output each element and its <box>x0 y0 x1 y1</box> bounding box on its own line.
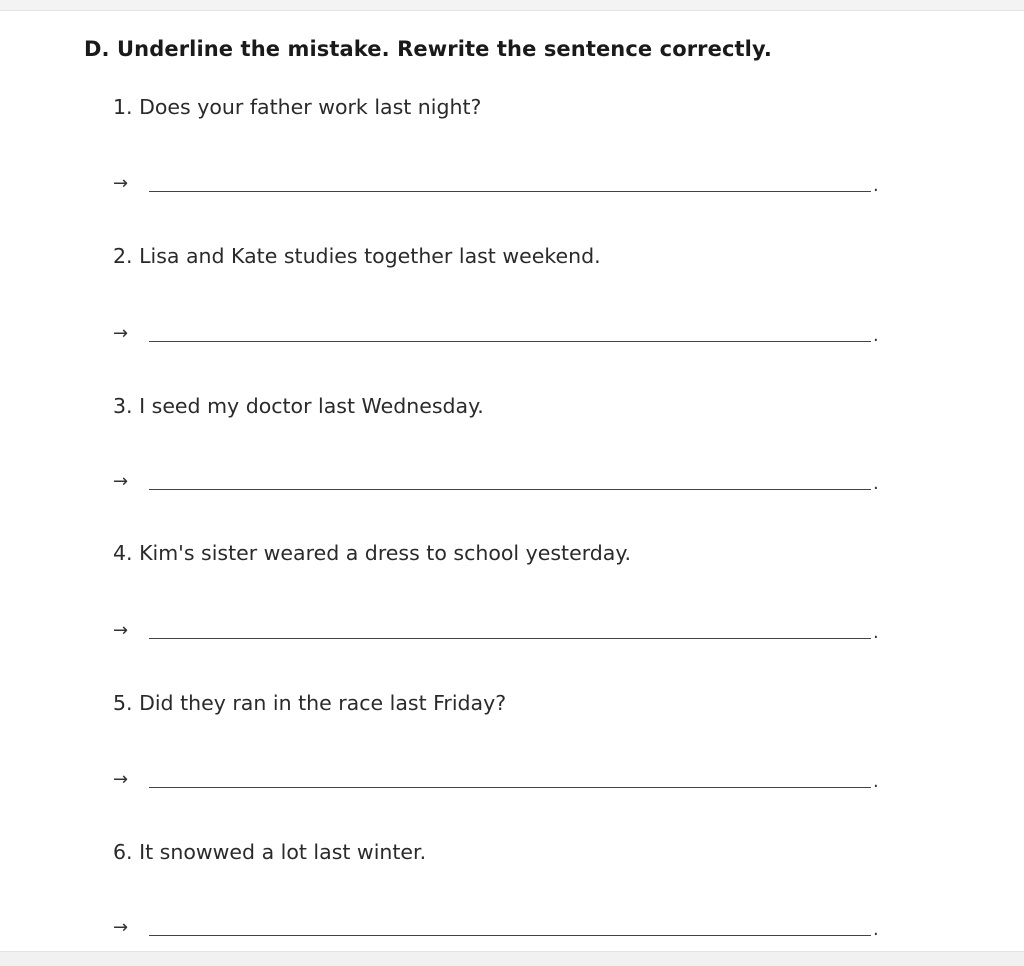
end-mark: . <box>873 622 879 643</box>
question-3: 3. I seed my doctor last Wednesday. <box>113 394 484 418</box>
worksheet-page <box>0 10 1024 952</box>
arrow-icon: → <box>113 173 129 194</box>
arrow-icon: → <box>113 917 129 938</box>
arrow-icon: → <box>113 620 129 641</box>
blank-line <box>149 935 871 936</box>
end-mark: . <box>873 919 879 940</box>
answer-line-3[interactable] <box>113 469 883 499</box>
blank-line <box>149 489 871 490</box>
top-strip <box>0 0 1024 10</box>
end-mark: . <box>873 473 879 494</box>
end-mark: . <box>873 175 879 196</box>
answer-line-1[interactable] <box>113 171 883 201</box>
question-1: 1. Does your father work last night? <box>113 95 482 119</box>
question-4: 4. Kim's sister weared a dress to school yesterday. <box>113 541 632 565</box>
answer-line-5[interactable] <box>113 767 883 797</box>
question-2: 2. Lisa and Kate studies together last weekend. <box>113 244 601 268</box>
answer-line-2[interactable] <box>113 321 883 351</box>
arrow-icon: → <box>113 471 129 492</box>
arrow-icon: → <box>113 769 129 790</box>
blank-line <box>149 787 871 788</box>
end-mark: . <box>873 771 879 792</box>
answer-line-6[interactable] <box>113 915 883 945</box>
blank-line <box>149 341 871 342</box>
exercise-heading: D. Underline the mistake. Rewrite the sentence correctly. <box>84 37 772 61</box>
blank-line <box>149 191 871 192</box>
question-6: 6. It snowwed a lot last winter. <box>113 840 427 864</box>
question-5: 5. Did they ran in the race last Friday? <box>113 691 507 715</box>
arrow-icon: → <box>113 323 129 344</box>
end-mark: . <box>873 325 879 346</box>
answer-line-4[interactable] <box>113 618 883 648</box>
blank-line <box>149 638 871 639</box>
